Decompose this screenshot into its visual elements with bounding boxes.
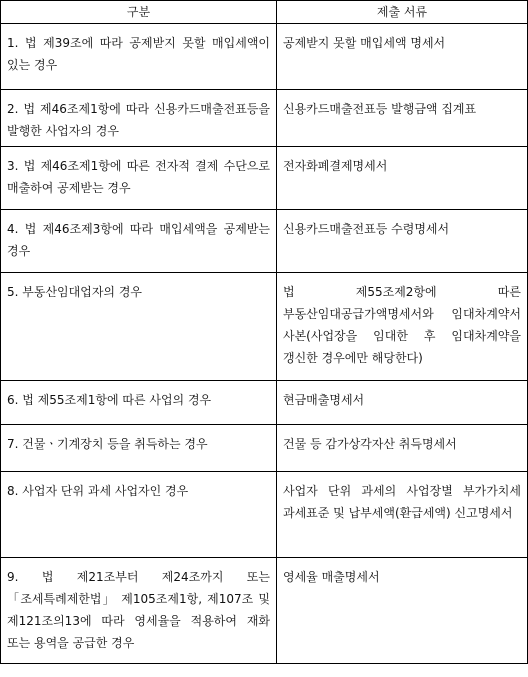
row-documents: 사업자 단위 과세의 사업장별 부가가치세 과세표준 및 납부세액(환급세액) 신고명세서 [277, 472, 528, 558]
row-category: 4. 법 제46조제3항에 따라 매입세액을 공제받는 경우 [1, 210, 277, 273]
table-row [1, 90, 528, 147]
row-category: 2. 법 제46조제1항에 따라 신용카드매출전표등을 발행한 사업자의 경우 [1, 90, 277, 147]
table-header-row [1, 1, 528, 24]
row-category: 9. 법 제21조부터 제24조까지 또는 「조세특례제한법」 제105조제1항, 제107조 및 제121조의13에 따라 영세율을 적용하여 재화 또는 용역을 공급한 경우 [1, 558, 277, 664]
row-category: 3. 법 제46조제1항에 따른 전자적 결제 수단으로 매출하여 공제받는 경우 [1, 147, 277, 210]
table-row [1, 24, 528, 90]
row-documents: 법 제55조제2항에 따른 부동산임대공급가액명세서와 임대차계약서 사본(사업장을 임대한 후 임대차계약을 갱신한 경우에만 해당한다) [277, 273, 528, 381]
row-documents: 신용카드매출전표등 발행금액 집계표 [277, 90, 528, 147]
column-header-category: 구분 [1, 1, 277, 24]
table-row [1, 381, 528, 425]
row-documents: 신용카드매출전표등 수령명세서 [277, 210, 528, 273]
row-documents: 전자화폐결제명세서 [277, 147, 528, 210]
table-row [1, 472, 528, 558]
row-documents: 현금매출명세서 [277, 381, 528, 425]
row-category: 5. 부동산임대업자의 경우 [1, 273, 277, 381]
row-category: 6. 법 제55조제1항에 따른 사업의 경우 [1, 381, 277, 425]
column-header-documents: 제출 서류 [277, 1, 528, 24]
row-category: 8. 사업자 단위 과세 사업자인 경우 [1, 472, 277, 558]
row-category: 1. 법 제39조에 따라 공제받지 못할 매입세액이 있는 경우 [1, 24, 277, 90]
row-documents: 건물 등 감가상각자산 취득명세서 [277, 425, 528, 472]
table-row [1, 273, 528, 381]
table-row [1, 425, 528, 472]
table-row [1, 147, 528, 210]
row-documents: 공제받지 못할 매입세액 명세서 [277, 24, 528, 90]
table-row [1, 210, 528, 273]
row-documents: 영세율 매출명세서 [277, 558, 528, 664]
table-row [1, 558, 528, 664]
row-category: 7. 건물ㆍ기계장치 등을 취득하는 경우 [1, 425, 277, 472]
